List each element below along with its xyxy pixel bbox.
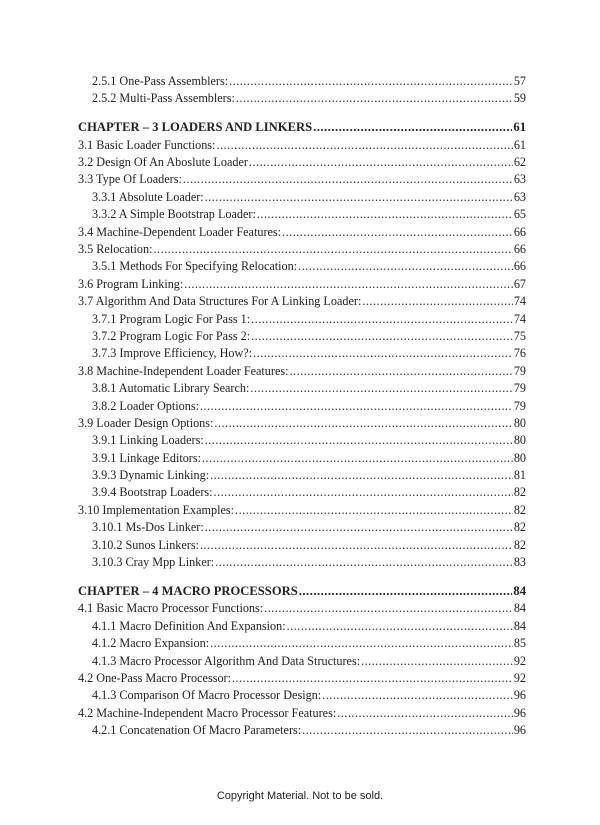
dot-leader (215, 554, 513, 571)
toc-page-number: 79 (513, 381, 526, 396)
toc-entry[interactable] (78, 415, 526, 432)
toc-entry-title: 3.8.2 Loader Options: (92, 398, 199, 413)
toc-page-number: 63 (513, 189, 526, 204)
toc-page-number: 74 (513, 294, 526, 309)
toc-entry-title: 4.1.3 Macro Processor Algorithm And Data Structures: (92, 653, 361, 668)
toc-entry-title: 3.2 Design Of An Aboslute Loader (78, 155, 248, 170)
toc-entry[interactable] (78, 224, 526, 241)
toc-entry-title: 3.7 Algorithm And Data Structures For A Linking Loader: (78, 294, 362, 309)
toc-entry[interactable] (78, 241, 526, 258)
toc-entry-title: 4.2 One-Pass Macro Processor: (78, 670, 231, 685)
toc-page-number: 82 (513, 537, 526, 552)
toc-page-number: 83 (513, 555, 526, 570)
toc-entry[interactable] (78, 635, 526, 652)
toc-entry-title: 3.9 Loader Design Options: (78, 415, 214, 430)
toc-entry[interactable] (78, 450, 526, 467)
toc-entry-title: CHAPTER – 4 MACRO PROCESSORS (78, 583, 298, 598)
dot-leader (214, 415, 512, 432)
toc-page-number: 96 (513, 723, 526, 738)
dot-leader (299, 583, 513, 600)
toc-entry-title: 3.6 Program Linking: (78, 276, 184, 291)
dot-leader (214, 484, 513, 501)
toc-page-number: 96 (513, 688, 526, 703)
toc-entry[interactable] (78, 600, 526, 617)
dot-leader (205, 189, 513, 206)
dot-leader (249, 154, 513, 171)
dot-leader (205, 432, 513, 449)
toc-entry-title: 3.5 Relocation: (78, 242, 153, 257)
toc-entry[interactable] (78, 467, 526, 484)
toc-entry[interactable] (78, 618, 526, 635)
dot-leader (287, 618, 513, 635)
toc-page-number: 84 (513, 601, 526, 616)
toc-entry-title: 3.9.1 Linking Loaders: (92, 433, 204, 448)
toc-page-number: 82 (513, 520, 526, 535)
dot-leader (232, 670, 513, 687)
dot-leader (290, 363, 513, 380)
toc-entry[interactable] (78, 670, 526, 687)
toc-page-number: 80 (513, 415, 526, 430)
toc-entry-title: 3.10.1 Ms-Dos Linker: (92, 520, 204, 535)
toc-entry[interactable] (78, 484, 526, 501)
toc-page-number: 96 (513, 705, 526, 720)
toc-entry[interactable] (78, 154, 526, 171)
toc-entry[interactable] (78, 554, 526, 571)
toc-entry[interactable] (78, 276, 526, 293)
dot-leader (361, 653, 513, 670)
dot-leader (264, 600, 513, 617)
dot-leader (153, 241, 512, 258)
dot-leader (250, 380, 512, 397)
toc-entry-title: 3.9.1 Linkage Editors: (92, 450, 201, 465)
toc-entry-title: 3.8.1 Automatic Library Search: (92, 381, 250, 396)
dot-leader (205, 519, 513, 536)
dot-leader (251, 311, 513, 328)
toc-entry-title: 3.10.2 Sunos Linkers: (92, 537, 199, 552)
dot-leader (183, 171, 513, 188)
toc-entry[interactable] (78, 537, 526, 554)
dot-leader (253, 345, 513, 362)
toc-entry[interactable] (78, 722, 526, 739)
toc-entry[interactable] (78, 189, 526, 206)
toc-entry[interactable] (78, 398, 526, 415)
toc-chapter-entry[interactable] (78, 119, 526, 136)
dot-leader (200, 537, 513, 554)
toc-entry[interactable] (78, 90, 526, 107)
toc-page-number: 57 (513, 74, 526, 88)
toc-entry[interactable] (78, 293, 526, 310)
dot-leader (282, 224, 513, 241)
toc-entry[interactable] (78, 206, 526, 223)
toc-entry-title: 2.5.1 One-Pass Assemblers: (92, 74, 229, 88)
toc-chapter-entry[interactable] (78, 583, 526, 600)
toc-page-number: 84 (513, 618, 526, 633)
toc-page-number: 79 (513, 398, 526, 413)
dot-leader (235, 502, 513, 519)
toc-entry-title: 3.7.1 Program Logic For Pass 1: (92, 311, 251, 326)
toc-page-number: 59 (513, 91, 526, 106)
toc-entry-title: 3.7.3 Improve Efficiency, How?: (92, 346, 253, 361)
dot-leader (337, 705, 513, 722)
toc-page-number: 66 (513, 259, 526, 274)
toc-page-number: 74 (513, 311, 526, 326)
toc-entry[interactable] (78, 432, 526, 449)
toc-page-number: 62 (513, 155, 526, 170)
toc-entry[interactable] (78, 311, 526, 328)
copyright-footer: Copyright Material. Not to be sold. (216, 790, 384, 802)
dot-leader (302, 722, 513, 739)
dot-leader (298, 258, 513, 275)
toc-page-number: 66 (513, 224, 526, 239)
toc-page-number: 63 (513, 172, 526, 187)
toc-entry[interactable] (78, 73, 526, 90)
toc-entry[interactable] (78, 653, 526, 670)
toc-page-number: 65 (513, 207, 526, 222)
toc-entry-title: 3.9.3 Dynamic Linking: (92, 468, 210, 483)
toc-entry-title: CHAPTER – 3 LOADERS AND LINKERS (78, 120, 313, 135)
toc-page-number: 92 (513, 653, 526, 668)
dot-leader (251, 328, 513, 345)
toc-entry[interactable] (78, 380, 526, 397)
dot-leader (210, 467, 513, 484)
toc-page-number: 84 (513, 583, 526, 598)
toc-page-number: 80 (513, 450, 526, 465)
toc-entry-title: 4.1.1 Macro Definition And Expansion: (92, 618, 286, 633)
toc-entry[interactable] (78, 502, 526, 519)
toc-entry-title: 2.5.2 Multi-Pass Assemblers: (92, 91, 235, 106)
toc-entry-title: 3.3 Type Of Loaders: (78, 172, 182, 187)
table-of-contents (78, 73, 526, 739)
toc-page-number: 61 (513, 137, 526, 152)
dot-leader (322, 687, 513, 704)
toc-page-number: 81 (513, 468, 526, 483)
toc-page-number: 75 (513, 328, 526, 343)
toc-entry[interactable] (78, 345, 526, 362)
toc-page-number: 82 (513, 502, 526, 517)
toc-entry[interactable] (78, 363, 526, 380)
toc-entry-title: 4.2 Machine-Independent Macro Processor Features: (78, 705, 337, 720)
toc-entry[interactable] (78, 519, 526, 536)
toc-entry[interactable] (78, 137, 526, 154)
toc-page-number: 82 (513, 485, 526, 500)
toc-entry-title: 3.7.2 Program Logic For Pass 2: (92, 328, 251, 343)
dot-leader (216, 137, 512, 154)
toc-page-number: 80 (513, 433, 526, 448)
toc-entry[interactable] (78, 687, 526, 704)
toc-entry-title: 3.9.4 Bootstrap Loaders: (92, 485, 213, 500)
toc-entry-title: 3.8 Machine-Independent Loader Features: (78, 363, 289, 378)
toc-page-number: 92 (513, 670, 526, 685)
toc-page-number: 61 (513, 120, 526, 135)
dot-leader (362, 293, 512, 310)
toc-entry[interactable] (78, 328, 526, 345)
toc-page-number: 85 (513, 636, 526, 651)
toc-entry[interactable] (78, 258, 526, 275)
dot-leader (202, 450, 513, 467)
toc-page-number: 79 (513, 363, 526, 378)
toc-entry-title: 4.1.2 Macro Expansion: (92, 636, 210, 651)
toc-entry-title: 3.3.1 Absolute Loader: (92, 189, 204, 204)
toc-page-number: 67 (513, 276, 526, 291)
dot-leader (200, 398, 513, 415)
dot-leader (313, 119, 512, 136)
dot-leader (257, 206, 513, 223)
toc-entry-title: 3.5.1 Methods For Specifying Relocation: (92, 259, 298, 274)
toc-entry[interactable] (78, 171, 526, 188)
toc-entry-title: 3.3.2 A Simple Bootstrap Loader: (92, 207, 256, 222)
toc-entry-title: 3.10 Implementation Examples: (78, 502, 235, 517)
dot-leader (236, 90, 513, 107)
toc-entry-title: 4.1 Basic Macro Processor Functions: (78, 601, 264, 616)
toc-entry-title: 3.10.3 Cray Mpp Linker: (92, 555, 215, 570)
dot-leader (210, 635, 513, 652)
toc-entry-title: 3.4 Machine-Dependent Loader Features: (78, 224, 282, 239)
toc-page-number: 76 (513, 346, 526, 361)
toc-entry[interactable] (78, 705, 526, 722)
toc-entry-title: 4.2.1 Concatenation Of Macro Parameters: (92, 723, 302, 738)
dot-leader (184, 276, 513, 293)
toc-entry-title: 4.1.3 Comparison Of Macro Processor Design: (92, 688, 322, 703)
toc-page-number: 66 (513, 242, 526, 257)
dot-leader (229, 73, 513, 90)
toc-entry-title: 3.1 Basic Loader Functions: (78, 137, 216, 152)
